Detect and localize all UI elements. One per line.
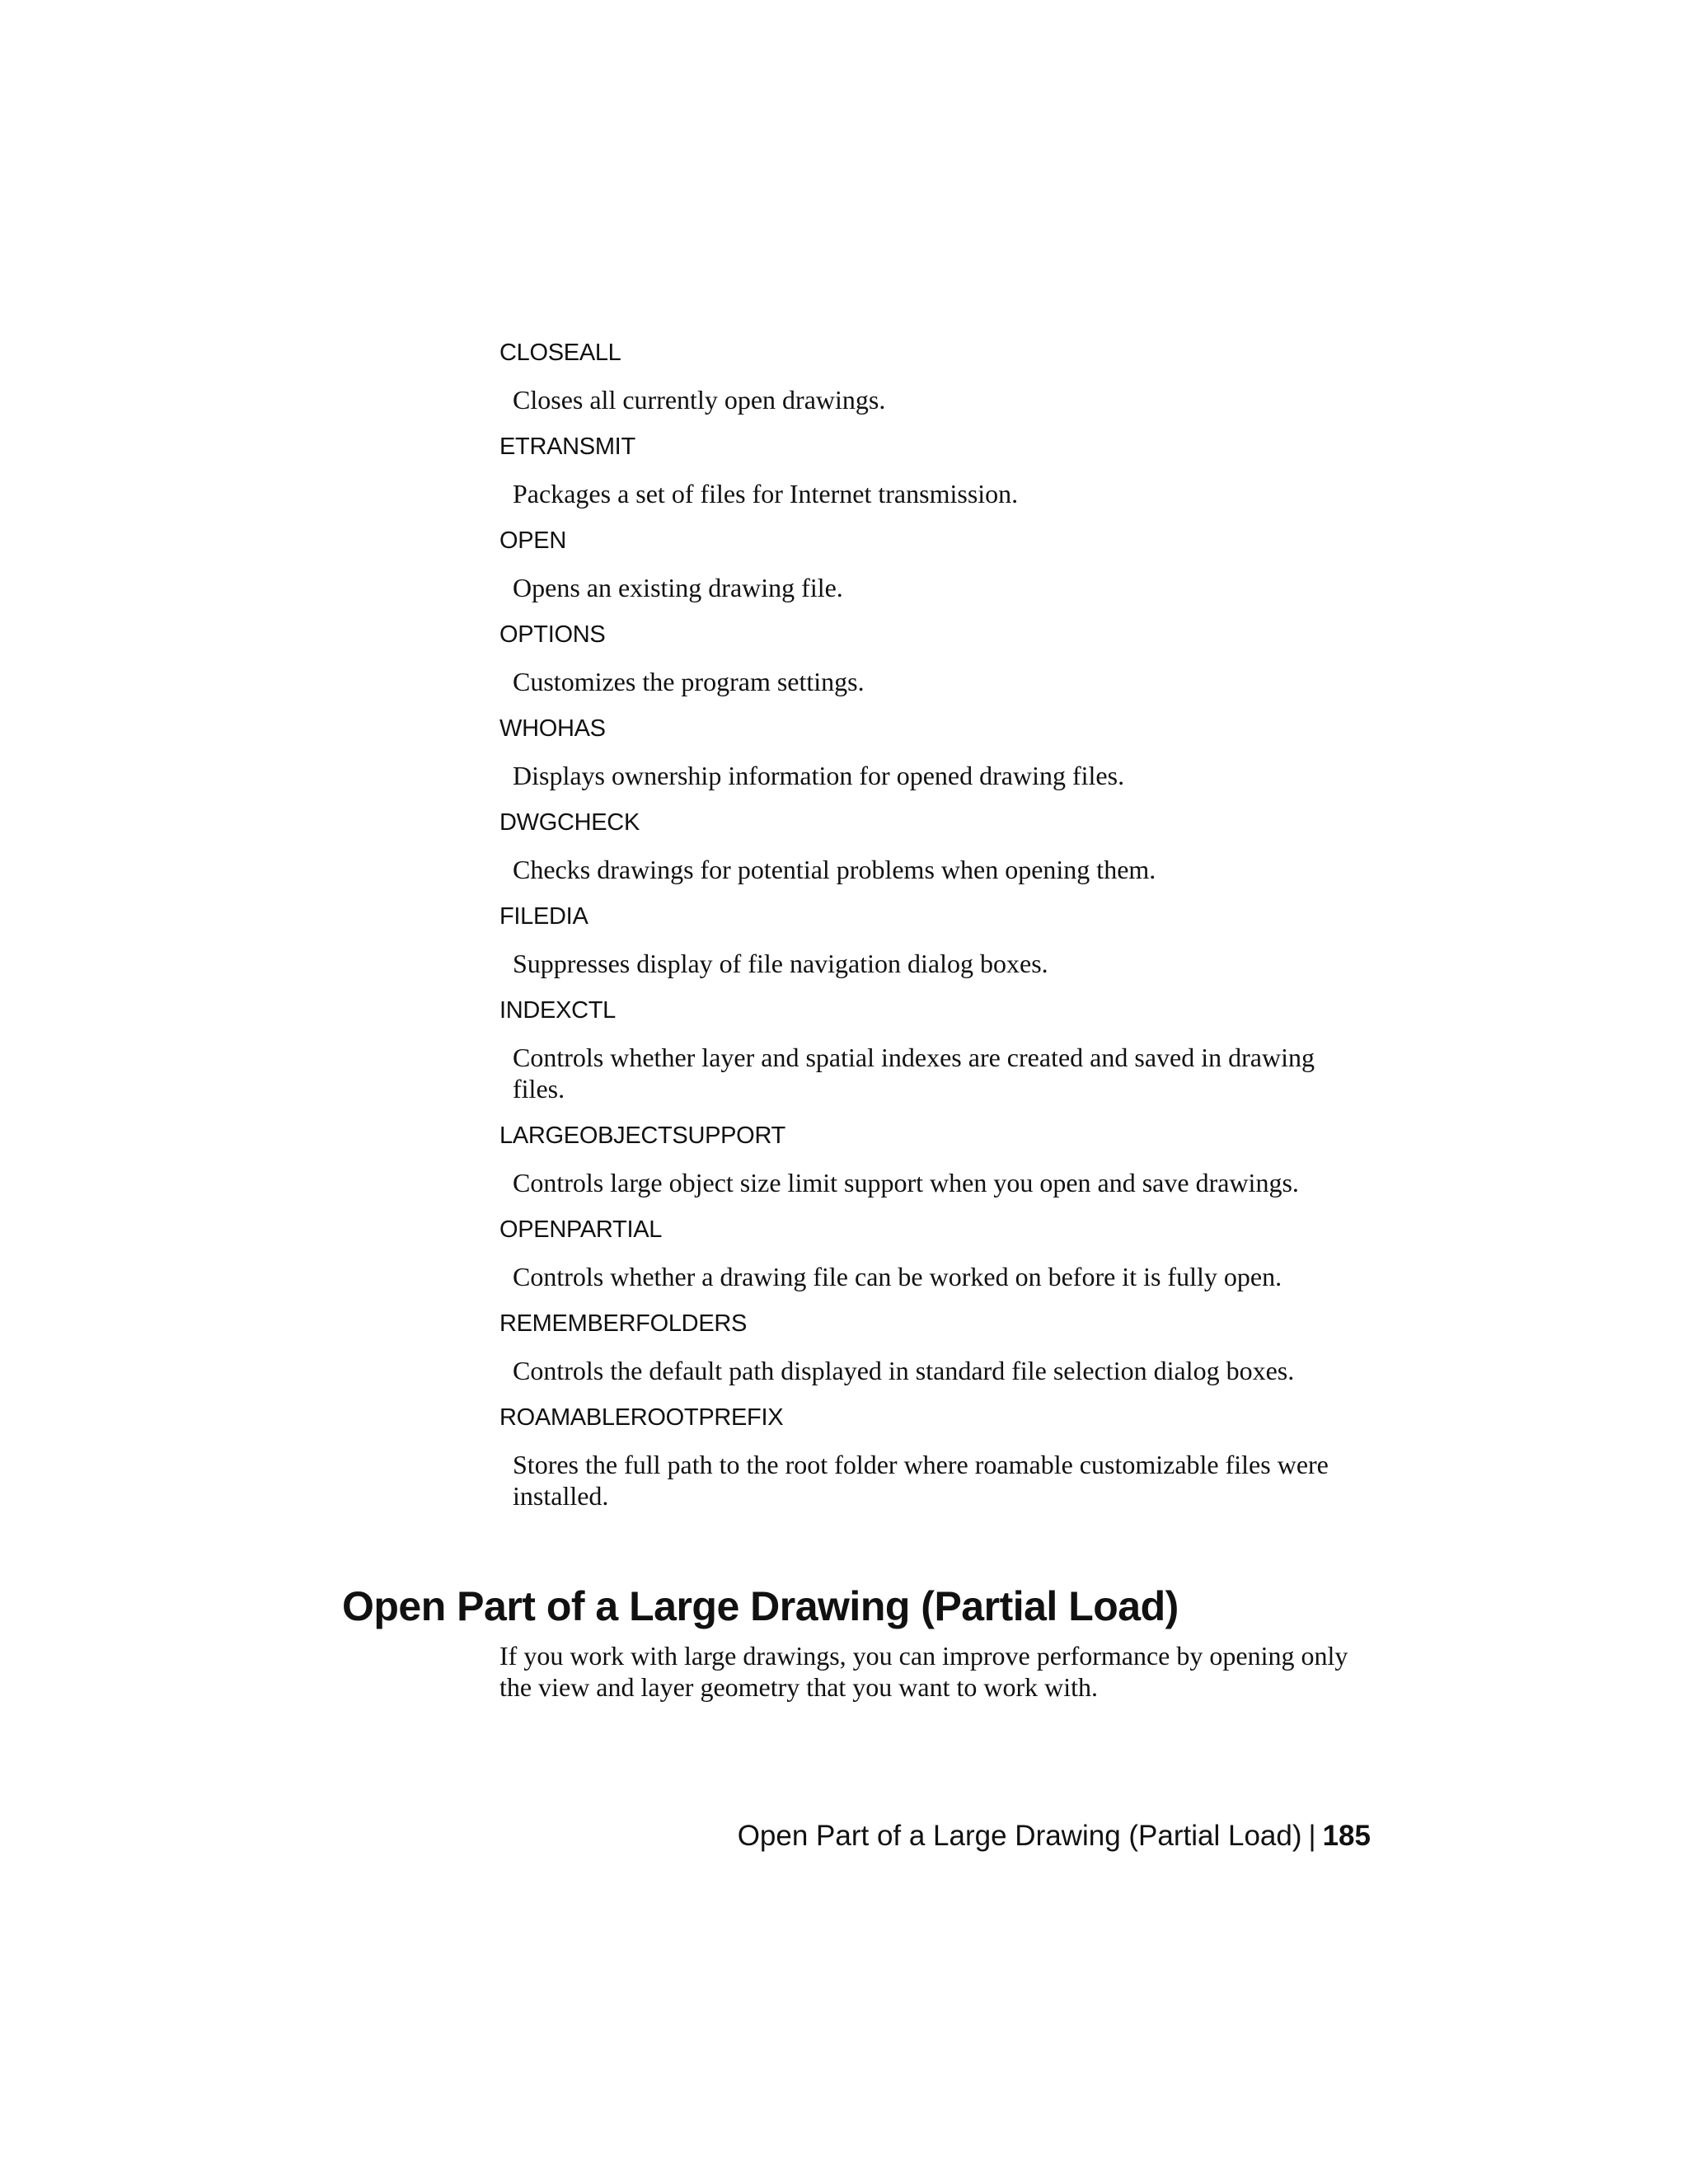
entry-description-rememberfolders: Controls the default path displayed in standard file selection dialog boxes. [513,1356,1295,1385]
entry-description-openpartial: Controls whether a drawing file can be worked on before it is fully open. [513,1262,1282,1291]
entry-description-dwgcheck: Checks drawings for potential problems when opening them. [513,855,1156,884]
page-footer [738,1818,1371,1854]
entry-term-open: OPEN [499,527,566,554]
running-title: Open Part of a Large Drawing (Partial Load) [737,1820,1302,1852]
entry-term-whohas: WHOHAS [499,715,606,742]
entry-description-largeobjectsupport: Controls large object size limit support when you open and save drawings. [513,1168,1299,1197]
entry-term-options: OPTIONS [499,621,606,648]
entry-description-options: Customizes the program settings. [513,667,865,696]
entry-term-filedia: FILEDIA [499,903,588,930]
entry-term-dwgcheck: DWGCHECK [499,809,640,836]
entry-description-etransmit: Packages a set of files for Internet transmission. [513,479,1019,509]
entry-description-whohas: Displays ownership information for opened drawing files. [513,761,1125,790]
entry-term-roamablerootprefix: ROAMABLEROOTPREFIX [499,1404,784,1431]
entry-term-largeobjectsupport: LARGEOBJECTSUPPORT [499,1122,785,1149]
entry-term-closeall: CLOSEALL [499,340,621,366]
entry-description-open: Opens an existing drawing file. [513,573,843,602]
entry-description-closeall: Closes all currently open drawings. [513,385,886,415]
page-number: 185 [1322,1820,1371,1852]
entry-term-indexctl: INDEXCTL [499,997,617,1024]
entry-description-roamablerootprefix: Stores the full path to the root folder where roamable customizable files were installed. [513,1450,1329,1511]
section-heading: Open Part of a Large Drawing (Partial Load) [342,1583,1179,1629]
entry-term-rememberfolders: REMEMBERFOLDERS [499,1310,748,1337]
section-intro: If you work with large drawings, you can improve performance by opening only the view and layer geometry that you want to work with. [499,1641,1348,1702]
entry-term-openpartial: OPENPARTIAL [499,1216,663,1243]
command-reference-list [499,336,1373,1526]
footer-separator: | [1308,1820,1316,1852]
entry-term-etransmit: ETRANSMIT [499,434,635,460]
entry-description-filedia: Suppresses display of file navigation dialog boxes. [513,949,1048,978]
entry-description-indexctl: Controls whether layer and spatial indexes are created and saved in drawing files. [513,1043,1315,1104]
